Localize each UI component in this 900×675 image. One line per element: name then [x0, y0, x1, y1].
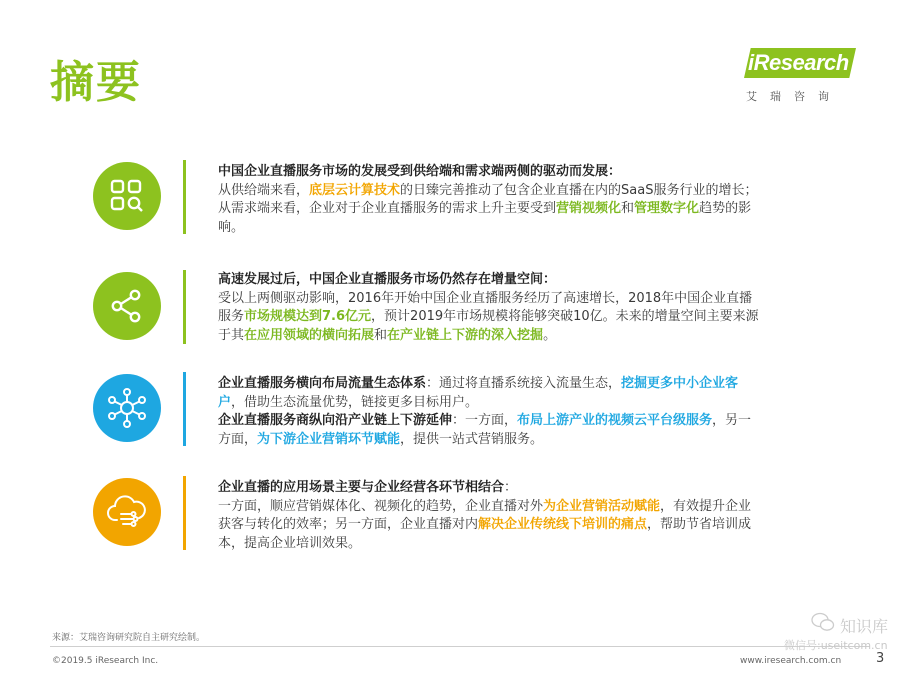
section-divider-bar [183, 160, 186, 234]
highlight-text: 营销视频化 [556, 201, 622, 216]
highlight-text: 在产业链上下游的深入挖掘 [387, 327, 544, 343]
body-text: ，借助生态流量优势，链接更多目标用户。 [231, 394, 479, 410]
body-text: ： [504, 480, 518, 495]
network-hub-icon [93, 374, 161, 442]
source-note: 来源：艾瑞咨询研究院自主研究绘制。 [52, 633, 206, 643]
bold-heading-text: 企业直播的应用场景主要与企业经营各环节相结合 [218, 480, 505, 495]
website-link[interactable]: www.iresearch.com.cn [740, 656, 842, 666]
copyright: ©2019.5 iResearch Inc. [52, 656, 159, 666]
cloud-circuit-icon [93, 478, 161, 546]
body-text: 和 [621, 201, 635, 216]
section-text [218, 271, 763, 345]
watermark-wechat-id: 微信号:useitcom.cn [784, 639, 888, 652]
body-text: ：一方面， [452, 413, 518, 428]
body-text: 。 [543, 327, 557, 343]
highlight-text: 在应用领域的横向拓展 [244, 327, 375, 343]
body-text: ，另一方面， [218, 413, 752, 447]
section-divider-bar [183, 476, 186, 550]
apps-search-icon [93, 162, 161, 230]
body-text: ，预计2019年市场规模将能够突破10亿。未来的增量空间主要来源于其 [218, 309, 759, 343]
highlight-text: 为下游企业营销环节赋能 [257, 431, 401, 447]
body-text: 的日臻完善推动了包含企业直播在内的SaaS服务行业的增长；从需求端来看，企业对于企业直播服务的需求上升主要受到 [218, 182, 758, 216]
section-text [218, 163, 763, 237]
section-text [218, 375, 763, 449]
section-divider-bar [183, 270, 186, 344]
iresearch-logo [744, 48, 860, 106]
wechat-icon [811, 612, 835, 632]
body-text: ，帮助节省培训成本，提高企业培训效果。 [218, 517, 752, 551]
highlight-text: 布局上游产业的视频云平台级服务 [517, 413, 713, 428]
highlight-text: 市场规模达到7.6亿元 [244, 309, 372, 324]
bold-heading-text: 企业直播服务横向布局流量生态体系 [218, 376, 427, 391]
highlight-text: 挖掘更多中小企业客户 [218, 376, 739, 410]
highlight-text: 解决企业传统线下培训的痛点 [478, 517, 648, 532]
logo-subtitle: 艾瑞咨询 [746, 90, 842, 103]
highlight-text: 为企业营销活动赋能 [543, 498, 661, 514]
section-divider-bar [183, 372, 186, 446]
page-title: 摘要 [50, 57, 142, 108]
bold-heading-text: 中国企业直播服务市场的发展受到供给端和需求端两侧的驱动而发展： [218, 164, 622, 179]
bold-heading-text: 高速发展过后，中国企业直播服务市场仍然存在增量空间： [218, 272, 557, 287]
footer-divider [50, 646, 870, 647]
share-icon [93, 272, 161, 340]
body-text: ：通过将直播系统接入流量生态， [426, 376, 622, 391]
body-text: 一方面，顺应营销媒体化、视频化的趋势，企业直播对外 [218, 498, 544, 514]
highlight-text: 底层云计算技术 [309, 182, 401, 198]
body-text: ，有效提升企业获客与转化的效率；另一方面，企业直播对内 [218, 498, 752, 532]
body-text: 趋势的影响。 [218, 201, 752, 235]
body-text: 和 [374, 327, 388, 343]
page-number: 3 [876, 651, 885, 666]
watermark-title: 知识库 [840, 617, 889, 636]
body-text: 受以上两侧驱动影响，2016年开始中国企业直播服务经历了高速增长，2018年中国企业直播服务 [218, 290, 753, 324]
body-text: ，提供一站式营销服务。 [400, 431, 544, 447]
bold-heading-text: 企业直播服务商纵向沿产业链上下游延伸 [218, 413, 453, 428]
logo-wordmark: iResearch [748, 50, 849, 75]
highlight-text: 管理数字化 [634, 201, 700, 216]
body-text: 从供给端来看， [218, 182, 310, 198]
section-text [218, 479, 763, 553]
